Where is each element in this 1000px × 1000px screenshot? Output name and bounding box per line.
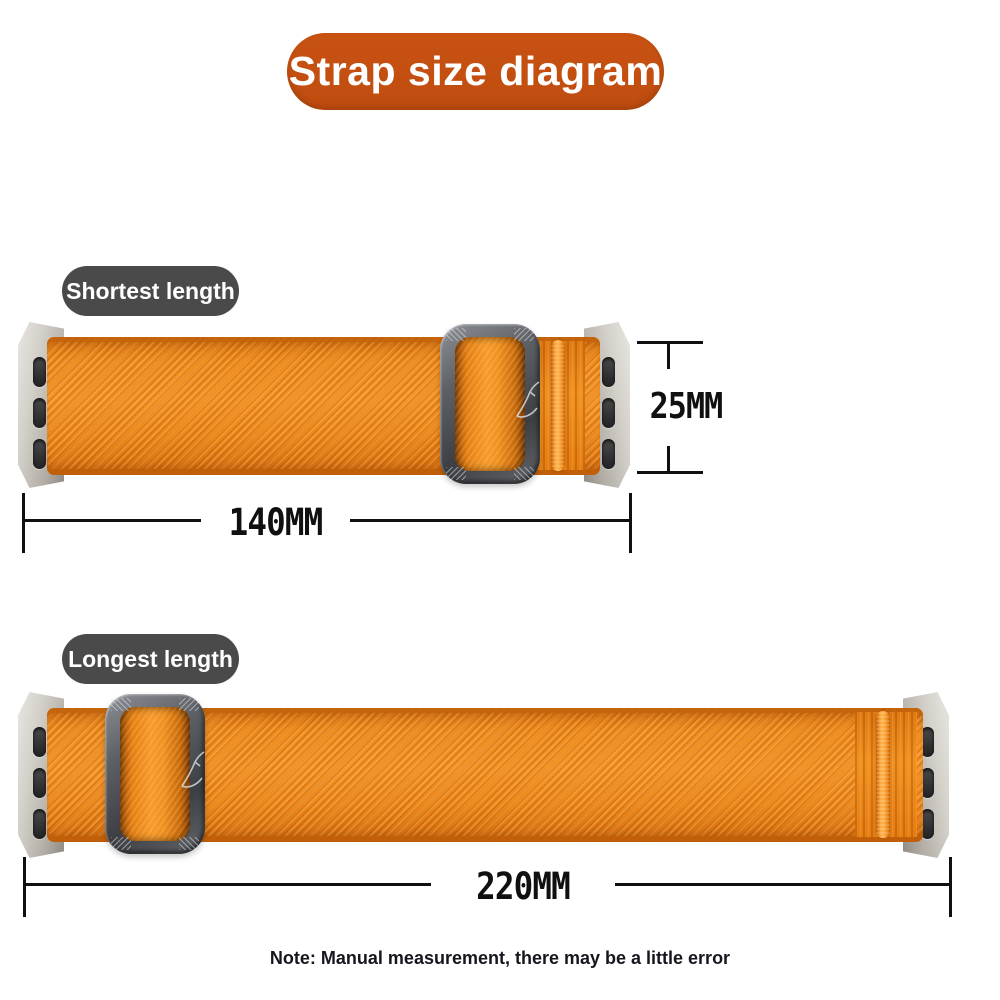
mountain-etch-icon: [510, 372, 544, 436]
length-dimension-shortest: [22, 493, 632, 553]
adapter-slot: [33, 809, 46, 839]
width-dimension: [637, 341, 747, 474]
slide-buckle: [105, 694, 205, 854]
strap-stitch-seam: [551, 340, 565, 471]
note-text: Note: Manual measurement, there may be a little error: [269, 948, 731, 968]
strap-shortest: [18, 322, 630, 488]
dimension-end-line: [949, 857, 952, 917]
buckle-corner-etch: [111, 698, 131, 711]
buckle-corner-etch: [179, 837, 199, 850]
dimension-end-line: [23, 857, 26, 917]
buckle-corner-etch: [179, 698, 199, 711]
page-title: Strap size diagram: [288, 48, 663, 94]
length-label-shortest: 140MM: [228, 501, 323, 544]
dimension-line: [26, 883, 431, 886]
dimension-line: [25, 519, 201, 522]
width-dimension-label: 25MM: [649, 386, 723, 427]
adapter-slot: [33, 357, 46, 387]
adapter-slot: [602, 357, 615, 387]
dimension-line: [615, 883, 949, 886]
title-banner: [287, 33, 664, 110]
dimension-end-line: [22, 493, 25, 553]
mountain-etch-icon: [175, 742, 209, 806]
buckle-corner-etch: [514, 328, 534, 341]
dimension-tick: [667, 446, 670, 471]
shortest-length-label: Shortest length: [66, 277, 235, 304]
dimension-line: [637, 471, 703, 474]
dimension-tick: [667, 344, 670, 369]
length-label-longest: 220MM: [476, 865, 570, 908]
shortest-length-badge: [62, 266, 239, 316]
buckle-corner-etch: [446, 467, 466, 480]
dimension-end-line: [629, 493, 632, 553]
strap-stitch-seam: [876, 711, 890, 838]
adapter-slot: [33, 439, 46, 469]
dimension-line: [350, 519, 629, 522]
adapter-slot: [33, 727, 46, 757]
adapter-slot: [602, 439, 615, 469]
strap-longest: [18, 692, 949, 858]
dimension-line: [637, 341, 703, 344]
adapter-slot: [33, 398, 46, 428]
longest-length-label: Longest length: [68, 645, 233, 672]
slide-buckle: [440, 324, 540, 484]
buckle-corner-etch: [111, 837, 131, 850]
adapter-slot: [602, 398, 615, 428]
buckle-corner-etch: [446, 328, 466, 341]
buckle-corner-etch: [514, 467, 534, 480]
longest-length-badge: [62, 634, 239, 684]
length-dimension-longest: [23, 857, 952, 917]
adapter-slot: [33, 768, 46, 798]
